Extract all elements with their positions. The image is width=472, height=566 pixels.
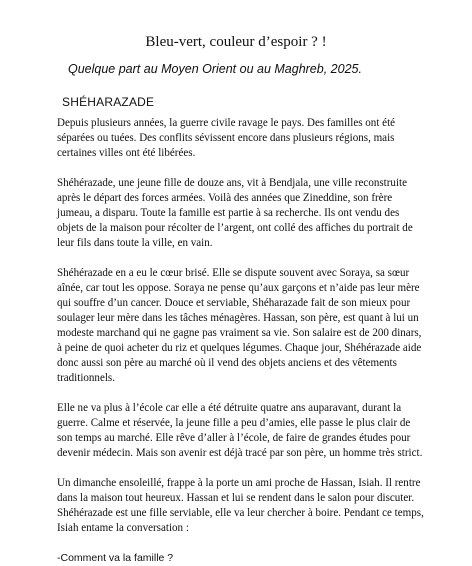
text-line: certaines villes ont été libérées. bbox=[57, 147, 196, 159]
paragraph-1 bbox=[57, 116, 447, 161]
text-line: Depuis plusieurs années, la guerre civile ravage le pays. Des familles ont été bbox=[57, 117, 396, 129]
text-line: aînée, car tout les oppose. Soraya ne pense qu’aux garçons et n’aide pas leur mère bbox=[57, 282, 420, 294]
text-line: Elle ne va plus à l’école car elle a été détruite quatre ans auparavant, durant la bbox=[57, 402, 402, 414]
text-line: devenir médecin. Mais son avenir est déjà tracé par son père, un homme très strict. bbox=[57, 447, 423, 459]
text-line: leur fils dans toute la ville, en vain. bbox=[57, 237, 213, 249]
text-line: Shéhérazade, une jeune fille de douze ans, vit à Bendjala, une ville reconstruite bbox=[57, 177, 407, 189]
text-line: après le départ des forces armées. Voilà des années que Zineddine, son frère bbox=[57, 192, 393, 204]
paragraph-4 bbox=[57, 401, 447, 461]
text-line: Shéhérazade est une fille serviable, elle va leur chercher à boire. Pendant ce temps, bbox=[57, 507, 424, 519]
text-line: Un dimanche ensoleillé, frappe à la porte un ami proche de Hassan, Isiah. Il rentre bbox=[57, 477, 421, 489]
paragraph-2 bbox=[57, 176, 447, 251]
text-line: soulager leur mère dans les tâches ménagères. Hassan, son père, est quant à lui un bbox=[57, 312, 419, 324]
text-line: dans la maison tout heureux. Hassan et lui se rendent dans le salon pour discuter. bbox=[57, 492, 415, 504]
text-line: guerre. Calme et réservée, la jeune fille a peu d’amies, elle passe le plus clair de bbox=[57, 417, 411, 429]
text-line: Isiah entame la conversation : bbox=[57, 522, 189, 534]
text-line: donc aussi son père au marché où il vend des objets anciens et des vêtements bbox=[57, 357, 397, 369]
text-line: traditionnels. bbox=[57, 372, 115, 384]
dialogue-line: -Comment va la famille ? bbox=[57, 552, 174, 564]
story-body bbox=[57, 116, 447, 566]
document-title: Bleu-vert, couleur d’espoir ? ! bbox=[145, 34, 327, 50]
document-subtitle: Quelque part au Moyen Orient ou au Maghreb, 2025. bbox=[68, 62, 362, 76]
paragraph-5 bbox=[57, 476, 447, 536]
text-line: son temps au marché. Elle rêve d’aller à l’école, de faire de grandes études pour bbox=[57, 432, 411, 444]
text-line: Shéhérazade en a eu le cœur brisé. Elle se dispute souvent avec Soraya, sa sœur bbox=[57, 267, 410, 279]
text-line: séparées ou tuées. Des conflits sévissent encore dans plusieurs régions, mais bbox=[57, 132, 395, 144]
text-line: modeste marchand qui ne gagne pas vraiment sa vie. Son salaire est de 200 dinars, bbox=[57, 327, 422, 339]
text-line: qui souffre d’un cancer. Douce et serviable, Shéharazade fait de son mieux pour bbox=[57, 297, 411, 309]
paragraph-3 bbox=[57, 266, 447, 386]
text-line: à peine de quoi acheter du riz et quelques légumes. Chaque jour, Shéhérazade aide bbox=[57, 342, 422, 354]
text-line: jumeau, a disparu. Toute la famille est partie à sa recherche. Ils ont vendu des bbox=[57, 207, 400, 219]
text-line: objets de la maison pour récolter de l’argent, ont collé des affiches du portrait de bbox=[57, 222, 413, 234]
chapter-heading: SHÉHARAZADE bbox=[62, 95, 155, 109]
